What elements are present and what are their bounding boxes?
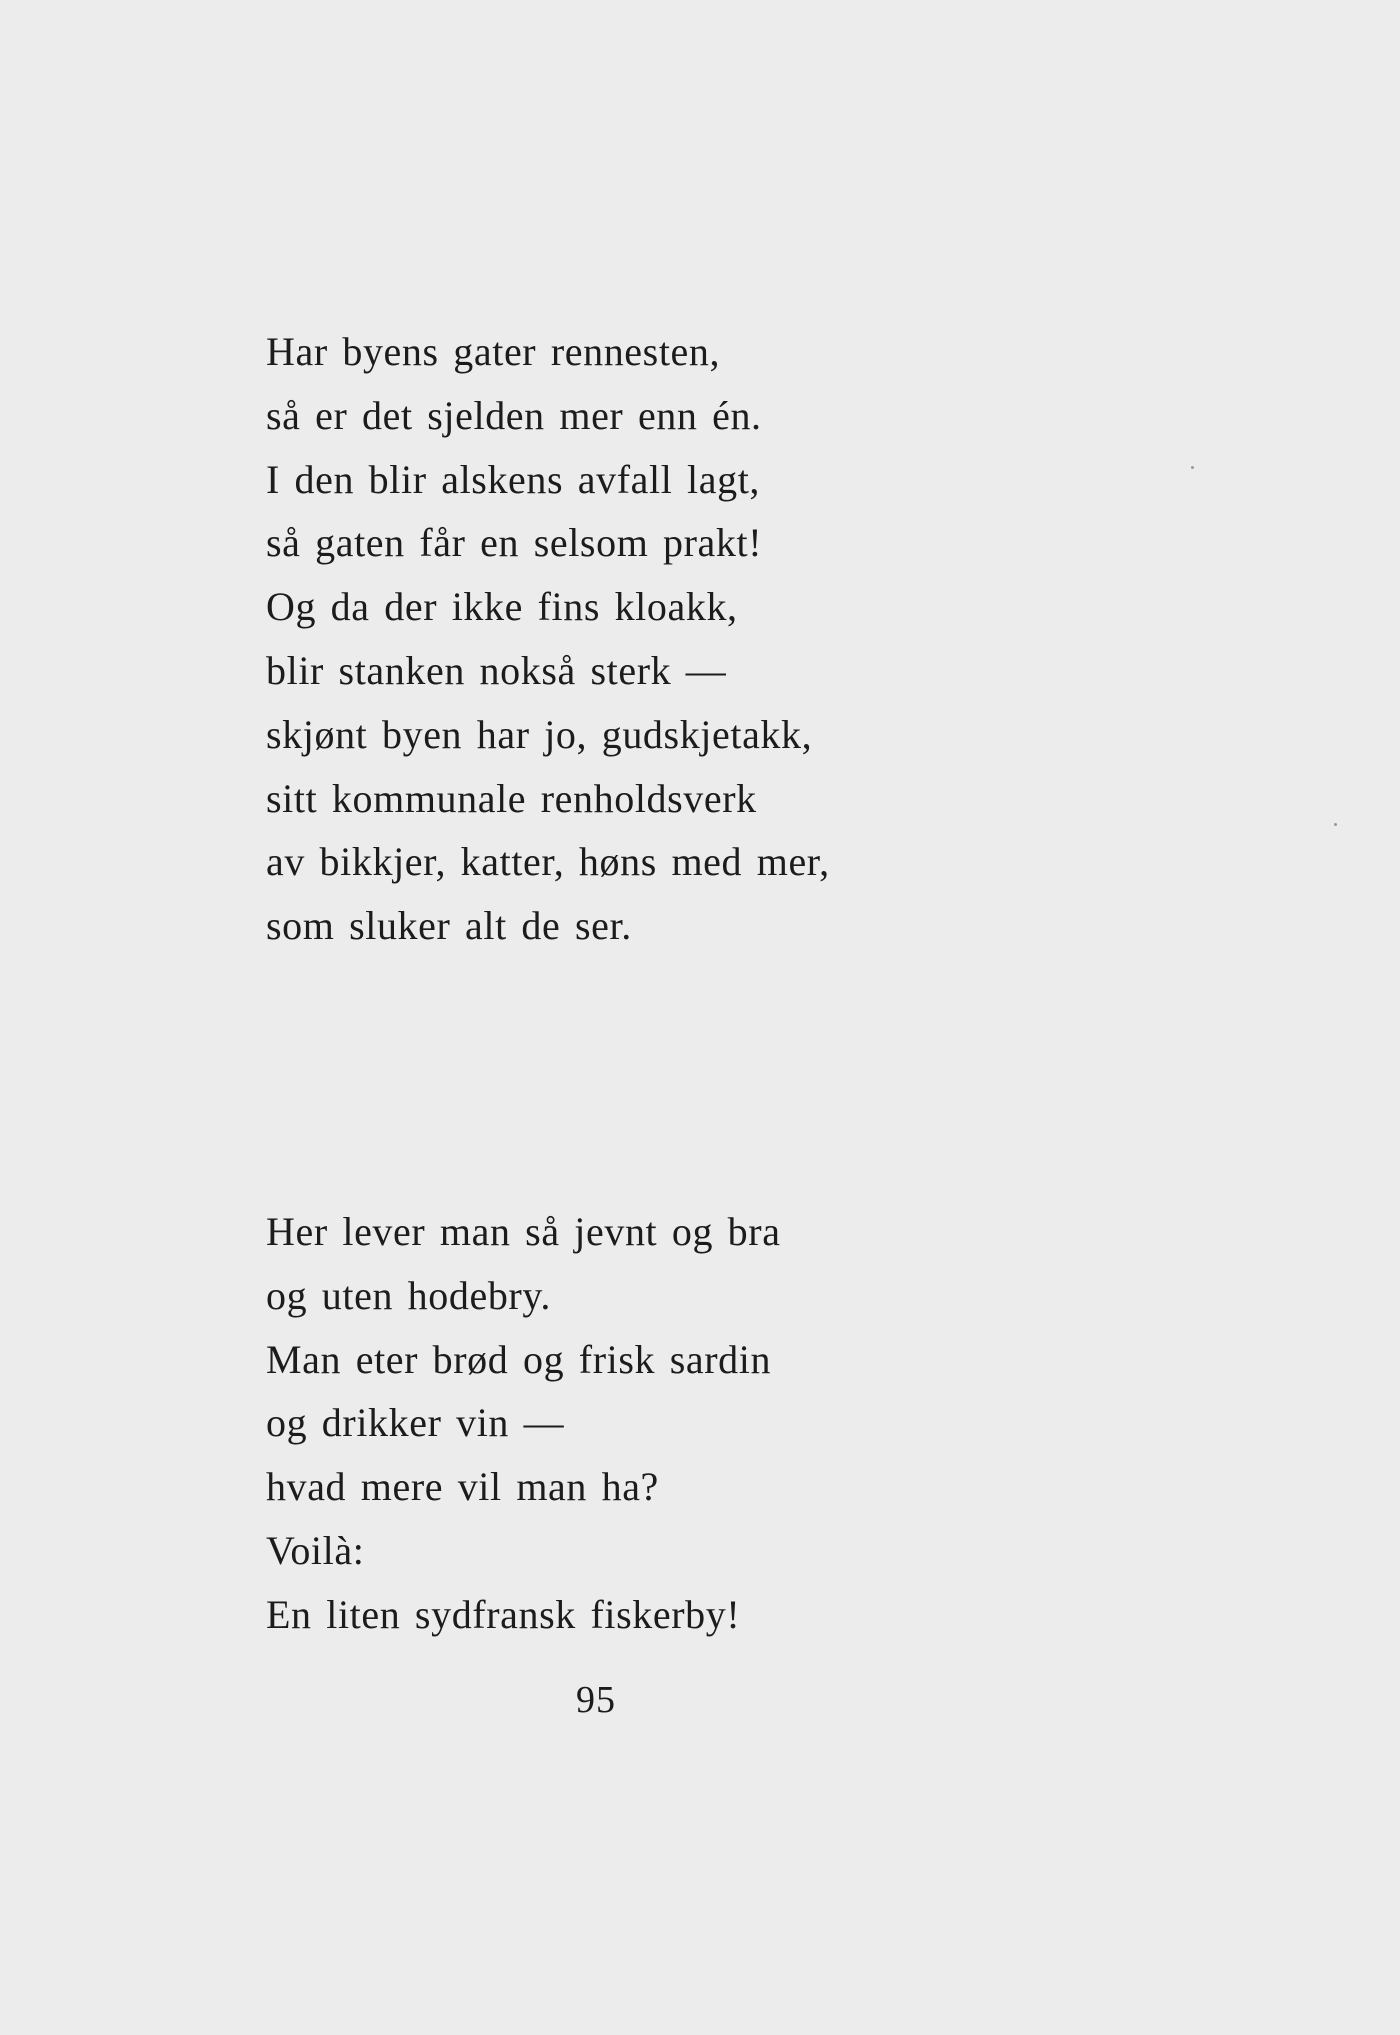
paper-speck xyxy=(1191,466,1194,469)
verse-line: av bikkjer, katter, høns med mer, xyxy=(266,839,830,885)
verse-line: Og da der ikke fins kloakk, xyxy=(266,584,738,630)
verse-line: så er det sjelden mer enn én. xyxy=(266,392,762,438)
verse-line: og uten hodebry. xyxy=(266,1272,551,1318)
verse-line: skjønt byen har jo, gudskjetakk, xyxy=(266,711,813,757)
verse-line: Her lever man så jevnt og bra xyxy=(266,1209,781,1254)
verse-line: Har byens gater rennesten, xyxy=(266,329,721,374)
page-number: 95 xyxy=(576,1679,616,1721)
verse-line: så gaten får en selsom prakt! xyxy=(266,520,763,566)
verse-line: Voilà: xyxy=(266,1527,365,1573)
verse-line: I den blir alskens avfall lagt, xyxy=(266,456,761,502)
verse-line: blir stanken nokså sterk — xyxy=(266,647,727,693)
verse-line: hvad mere vil man ha? xyxy=(266,1464,659,1510)
verse-line: Man eter brød og frisk sardin xyxy=(266,1336,772,1382)
poem-stanza-1 xyxy=(266,320,830,958)
poem-stanza-2 xyxy=(266,1200,781,1647)
verse-line: som sluker alt de ser. xyxy=(266,903,632,949)
verse-line: sitt kommunale renholdsverk xyxy=(266,775,757,821)
paper-speck xyxy=(1334,823,1337,826)
verse-line: En liten sydfransk fiskerby! xyxy=(266,1591,741,1637)
verse-line: og drikker vin — xyxy=(266,1400,565,1446)
